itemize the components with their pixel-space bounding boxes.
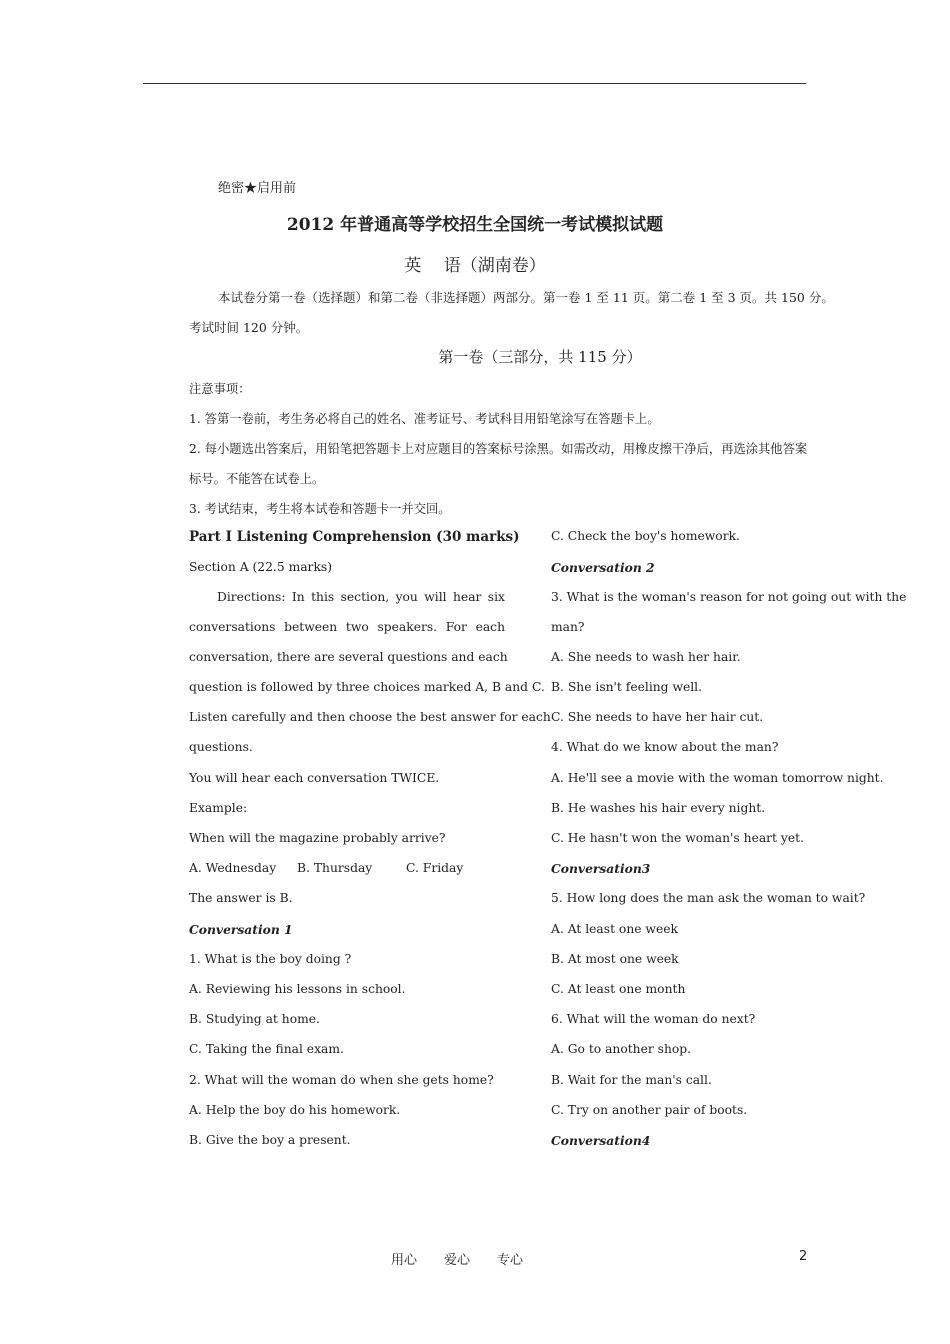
question-3-option-b: B. She isn't feeling well. — [551, 680, 703, 694]
footer-word-3: 专心 — [497, 1253, 524, 1268]
section-label: Section A (22.5 marks) — [189, 560, 332, 574]
example-options — [189, 861, 463, 875]
note-1: 1. 答第一卷前，考生务必将自己的姓名、准考证号、考试科目用铅笔涂写在答题卡上。 — [189, 412, 660, 426]
directions-line-2: conversations between two speakers. For each — [189, 620, 505, 634]
question-4: 4. What do we know about the man? — [551, 740, 779, 754]
notes-heading: 注意事项： — [189, 382, 251, 396]
twice-note: You will hear each conversation TWICE. — [189, 771, 440, 785]
question-2: 2. What will the woman do when she gets home? — [189, 1073, 494, 1087]
question-1-option-a: A. Reviewing his lessons in school. — [189, 982, 406, 996]
question-5-option-a: A. At least one week — [551, 922, 678, 936]
question-2-option-c: C. Check the boy's homework. — [551, 529, 740, 543]
question-6-option-b: B. Wait for the man's call. — [551, 1073, 712, 1087]
example-option-a: A. Wednesday — [189, 861, 277, 875]
intro-paragraph — [189, 283, 879, 343]
question-3-cont: man? — [551, 620, 585, 634]
conversation-2-heading: Conversation 2 — [551, 560, 655, 575]
directions-line-3: conversation, there are several questions and each — [189, 650, 508, 664]
question-3-option-c: C. She needs to have her hair cut. — [551, 710, 764, 724]
example-answer: The answer is B. — [189, 891, 293, 905]
conversation-3-heading: Conversation3 — [551, 861, 651, 876]
directions-line-6: questions. — [189, 740, 253, 754]
question-3: 3. What is the woman's reason for not going out with the — [551, 590, 907, 604]
exam-subtitle: 英 语（湖南卷） — [404, 256, 546, 276]
question-5-option-c: C. At least one month — [551, 982, 686, 996]
example-option-b: B. Thursday — [297, 861, 373, 875]
question-6-option-c: C. Try on another pair of boots. — [551, 1103, 748, 1117]
header-rule — [143, 83, 806, 84]
question-1-option-b: B. Studying at home. — [189, 1012, 320, 1026]
confidential-label: 绝密★启用前 — [218, 181, 297, 196]
question-5-option-b: B. At most one week — [551, 952, 679, 966]
footer-word-2: 爱心 — [444, 1253, 471, 1268]
question-1-option-c: C. Taking the final exam. — [189, 1042, 344, 1056]
question-4-option-b: B. He washes his hair every night. — [551, 801, 766, 815]
question-6: 6. What will the woman do next? — [551, 1012, 756, 1026]
note-2-cont: 标号。不能答在试卷上。 — [189, 472, 325, 486]
directions-line-5: Listen carefully and then choose the best answer for each — [189, 710, 551, 724]
footer-motto — [391, 1249, 550, 1268]
directions-line-4: question is followed by three choices marked A, B and C. — [189, 680, 545, 694]
volume-title: 第一卷（三部分，共 115 分） — [438, 348, 642, 366]
note-2: 2. 每小题选出答案后，用铅笔把答题卡上对应题目的答案标号涂黑。如需改动，用橡皮擦干净后，再选涂其他答案 — [189, 442, 808, 456]
example-option-c: C. Friday — [406, 861, 464, 875]
part-title: Part I Listening Comprehension (30 marks) — [189, 529, 520, 545]
conversation-4-heading: Conversation4 — [551, 1133, 651, 1148]
question-6-option-a: A. Go to another shop. — [551, 1042, 692, 1056]
exam-title: 2012 年普通高等学校招生全国统一考试模拟试题 — [286, 215, 664, 235]
question-4-option-a: A. He'll see a movie with the woman tomorrow night. — [551, 771, 884, 785]
question-2-option-a: A. Help the boy do his homework. — [189, 1103, 401, 1117]
directions-line-1: Directions: In this section, you will hear six — [217, 590, 505, 604]
intro-line-2: 考试时间 120 分钟。 — [189, 320, 309, 335]
example-question: When will the magazine probably arrive? — [189, 831, 446, 845]
conversation-1-heading: Conversation 1 — [189, 922, 293, 937]
example-label: Example: — [189, 801, 248, 815]
footer-word-1: 用心 — [391, 1253, 418, 1268]
question-5: 5. How long does the man ask the woman to wait? — [551, 891, 866, 905]
note-3: 3. 考试结束，考生将本试卷和答题卡一并交回。 — [189, 502, 451, 516]
question-3-option-a: A. She needs to wash her hair. — [551, 650, 741, 664]
question-1: 1. What is the boy doing ? — [189, 952, 352, 966]
question-4-option-c: C. He hasn't won the woman's heart yet. — [551, 831, 804, 845]
page-number: 2 — [799, 1249, 808, 1264]
intro-line-1: 本试卷分第一卷（选择题）和第二卷（非选择题）两部分。第一卷 1 至 11 页。第二卷 1 至 3 页。共 150 分。 — [218, 290, 834, 305]
question-2-option-b: B. Give the boy a present. — [189, 1133, 351, 1147]
